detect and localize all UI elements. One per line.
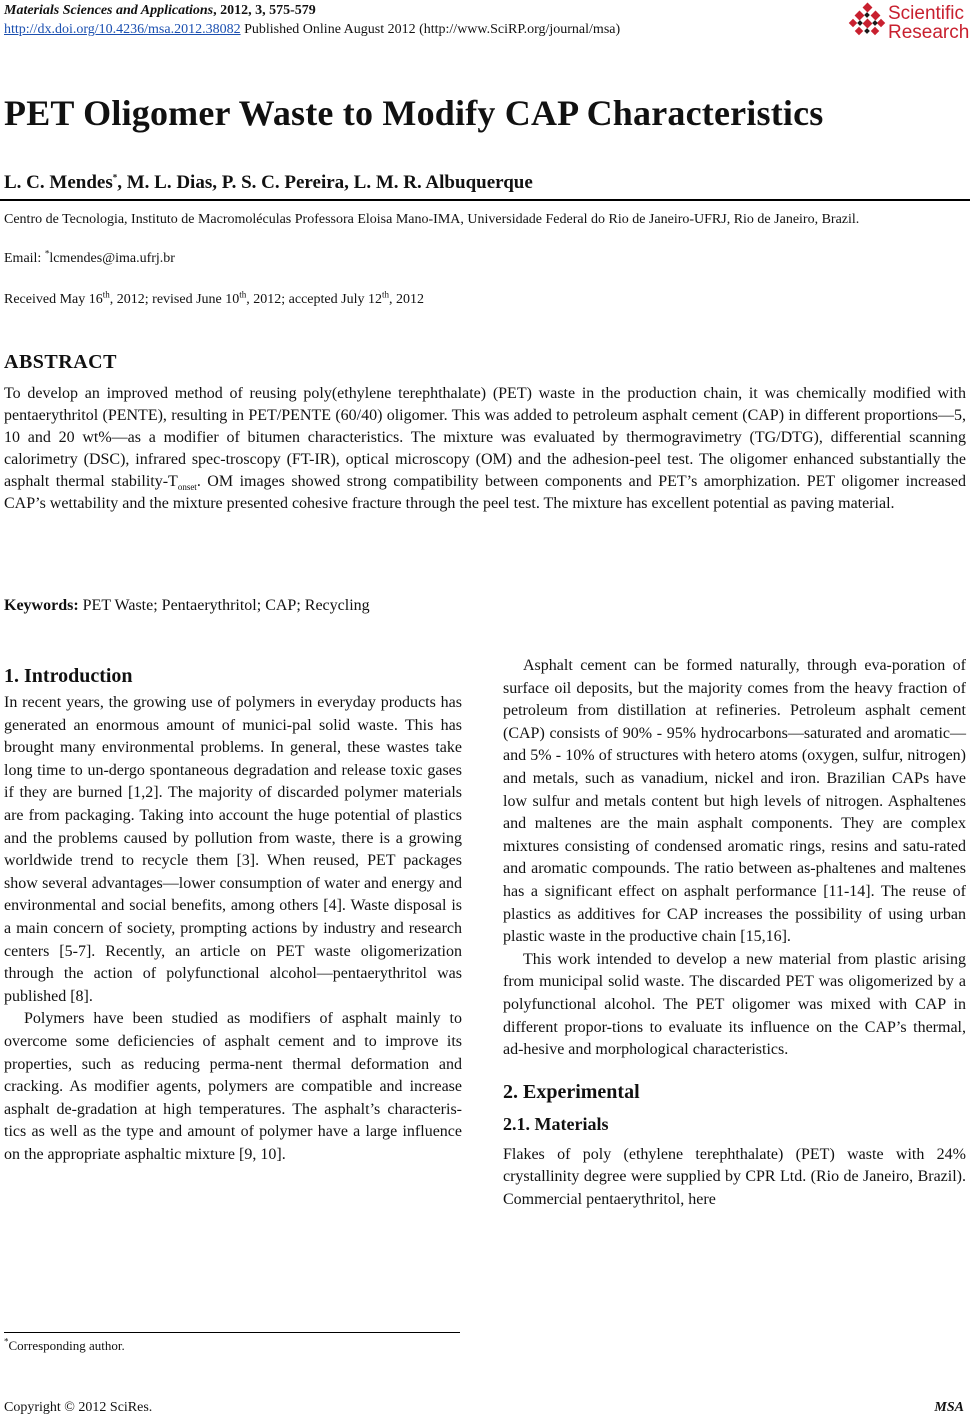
year-text: , 2012 [388,292,424,307]
journal-volume: , 2012, 3, 575-579 [213,3,316,18]
title-divider [0,199,970,201]
doi-link[interactable]: http://dx.doi.org/10.4236/msa.2012.38082 [4,22,241,37]
paper-title: PET Oligomer Waste to Modify CAP Characteristics [4,93,824,133]
ordinal-sup: th [239,289,247,300]
ordinal-sup: th [381,289,389,300]
author-list [4,172,533,194]
email-mark: * [44,248,50,259]
right-column [503,655,966,1211]
running-header [4,3,316,19]
left-column [4,664,462,1166]
other-authors: , M. L. Dias, P. S. C. Pereira, L. M. R. Albuquerque [117,172,533,193]
section-heading-introduction: 1. Introduction [4,665,133,687]
received-dates [4,289,424,308]
onset-subscript: onset [177,482,197,493]
journal-name: Materials Sciences and Applications [4,3,214,18]
journal-abbreviation: MSA [934,1400,964,1415]
abstract-text: To develop an improved method of reusing poly(ethylene terephthalate) (PET) waste in the production chain, it was chemically modified with pentaerythritol (PENTE), resulting in PET/PENTE (60/40) oligomer. This was added to petroleum asphalt cement (CAP) in different proportions—5, 10 and 20 wt%—as a modifier of bitumen characteristics. The mixture was evaluated by thermogravimetry (TG/DTG), differential scanning calorimetry (DSC), infrared spec-troscopy (FT-IR), optical microscopy (OM) and the adhesion-peel test. The oligomer enhanced substantially the asphalt thermal stability-T [4,385,966,490]
keywords [4,597,370,615]
email-line [4,248,175,267]
published-info: Published Online August 2012 (http://www.SciRP.org/journal/msa) [240,22,621,37]
footnote-divider [4,1332,460,1333]
footnote [4,1338,125,1354]
corresponding-mark: * [112,172,118,183]
paragraph: In recent years, the growing use of polymers in everyday products has generated an enormous amount of munici-pal solid waste. This has brought many environmental problems. In general, these wastes take long time to un-dergo spontaneous degradation and release toxic gases if they are burned [1,2]. The majority of discarded polymer materials are from packaging. Taking into account the huge potential of plastics and the problems caused by pollution from waste, there is a growing worldwide trend to recycle them [3]. When reused, PET packages show several advantages—lower consumption of water and energy and environmental and social benefits, among others [4]. Waste disposal is a main concern of society, prompting actions by industry and research centers [5-7]. Recently, an article on PET waste oligomerization through the action of polyfunctional alcohol—pentaerythritol was published [8]. [4,694,462,1005]
section-heading-experimental: 2. Experimental [503,1080,640,1103]
abstract-heading: ABSTRACT [4,351,117,373]
logo-word-scientific: Scientific [888,3,965,24]
revised-text: , 2012; revised June 10 [109,292,240,307]
first-author: L. C. Mendes [4,172,113,193]
footnote-text: Corresponding author. [8,1338,125,1353]
copyright: Copyright © 2012 SciRes. [4,1400,153,1415]
received-text: Received May 16 [4,292,103,307]
affiliation: Centro de Tecnologia, Instituto de Macromoléculas Professora Eloisa Mano-IMA, Universidade Federal do Rio de Janeiro-UFRJ, Rio de Janeiro, Brazil. [4,212,860,227]
paragraph: This work intended to develop a new material from plastic arising from municipal solid waste. The discarded PET was oligomerized by a polyfunctional alcohol. The PET oligomer was mixed with CAP in different propor-tions to evaluate its influence on the CAP’s thermal, ad-hesive and morphological characteristics. [503,950,966,1059]
email-label: Email: [4,251,45,266]
abstract-body [4,383,966,515]
footnote-mark: * [4,1336,9,1347]
logo-word-research: Research [888,22,970,43]
paragraph: Polymers have been studied as modifiers of asphalt mainly to overcome some deficiencies of asphalt cement and to improve its properties, such as reducing perma-nent thermal deformation and cracking. As modifier agents, polymers are compatible and increase asphalt de-gradation at high temperatures. The asphalt’s characteris-tics as well as the type and amount of polymer have a large influence on the appropriate asphaltic mixture [9, 10]. [4,1010,462,1163]
publisher-logo [848,2,970,46]
doi-line [4,22,620,38]
paragraph: Asphalt cement can be formed naturally, through eva-poration of surface oil deposits, but the majority comes from the heavy fraction of petroleum from distillation at refineries. Petroleum asphalt cement (CAP) consists of 90% - 95% hydrocarbons—saturated and aromatic—and 5% - 10% of structures with hetero atoms (oxygen, sulfur, nitrogen) and metals, such as vanadium, nickel and iron. Brazilian CAPs have low sulfur and metals content but high levels of nitrogen. Asphaltenes and maltenes are the main asphalt components. They are complex mixtures consisting of condensed aromatic rings, resins and satu-rated and aromatic compounds. The ratio between as-phaltenes and maltenes has a significant effect on asphalt performance [11-14]. The reuse of plastics as additives for CAP increases the possibility of using urban plastic waste in the productive chain [15,16]. [503,657,966,946]
scirp-logo-icon [848,2,888,42]
keywords-label: Keywords: [4,597,79,614]
subsection-heading-materials: 2.1. Materials [503,1113,609,1134]
keywords-text: PET Waste; Pentaerythritol; CAP; Recycling [78,597,370,614]
accepted-text: , 2012; accepted July 12 [246,292,382,307]
ordinal-sup: th [102,289,110,300]
paragraph: Flakes of poly (ethylene terephthalate) (PET) waste with 24% crystallinity degree were supplied by CPR Ltd. (Rio de Janeiro, Brazil). Commercial pentaerythritol, here [503,1145,966,1208]
abstract-text-cont: . OM images showed strong compatibility between components and PET’s amorphization. PET oligomer increased CAP’s wettability and the mixture presented cohesive fracture through the peel test. The mixture has excellent potential as paving material. [4,473,966,512]
email-address[interactable]: lcmendes@ima.ufrj.br [49,251,175,266]
